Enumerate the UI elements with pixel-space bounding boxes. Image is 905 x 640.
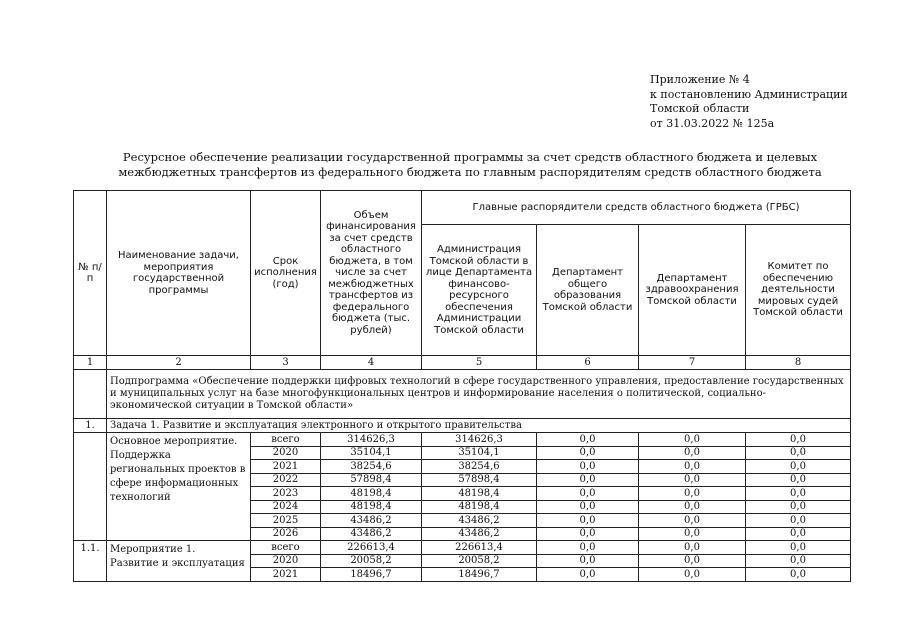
total-cell: 35104,1 xyxy=(321,446,422,460)
task-num: 1. xyxy=(74,419,107,433)
education-cell: 0,0 xyxy=(537,541,639,555)
year-cell: 2021 xyxy=(251,568,321,582)
year-cell: 2026 xyxy=(251,527,321,541)
block-main-activity xyxy=(74,433,851,541)
education-cell: 0,0 xyxy=(537,460,639,474)
column-number: 3 xyxy=(251,356,321,370)
title-line: Ресурсное обеспечение реализации государственной программы за счет средств областного бюджета и целевых xyxy=(122,150,818,164)
education-cell: 0,0 xyxy=(537,500,639,514)
title-line: межбюджетных трансфертов из федерального бюджета по главным распорядителям средств областного бюджета xyxy=(118,165,822,179)
header-grbs: Главные распорядители средств областного бюджета (ГРБС) xyxy=(422,191,851,225)
year-cell: всего xyxy=(251,433,321,447)
appendix-block xyxy=(650,73,850,131)
total-cell: 43486,2 xyxy=(321,527,422,541)
health-cell: 0,0 xyxy=(639,487,746,501)
year-cell: 2022 xyxy=(251,473,321,487)
task-row xyxy=(74,419,851,433)
admin-cell: 38254,6 xyxy=(422,460,537,474)
subprogram-row xyxy=(74,370,851,419)
education-cell: 0,0 xyxy=(537,446,639,460)
header-volume: Объем финансирования за счет средств областного бюджета, в том числе за счет межбюджетных трансфертов из федерального бюджета (тыс. рублей) xyxy=(321,191,422,356)
health-cell: 0,0 xyxy=(639,541,746,555)
header-committee: Комитет по обеспечению деятельности мировых судей Томской области xyxy=(746,225,851,356)
health-cell: 0,0 xyxy=(639,568,746,582)
table-row xyxy=(74,541,851,555)
header-name: Наименование задачи, мероприятия государственной программы xyxy=(107,191,251,356)
header-term: Срок исполнения (год) xyxy=(251,191,321,356)
admin-cell: 43486,2 xyxy=(422,514,537,528)
committee-cell: 0,0 xyxy=(746,473,851,487)
document-title xyxy=(100,150,840,180)
activity-name: Мероприятие 1. Развитие и эксплуатация xyxy=(107,541,251,582)
year-cell: 2020 xyxy=(251,446,321,460)
committee-cell: 0,0 xyxy=(746,460,851,474)
education-cell: 0,0 xyxy=(537,568,639,582)
admin-cell: 57898,4 xyxy=(422,473,537,487)
committee-cell: 0,0 xyxy=(746,554,851,568)
admin-cell: 226613,4 xyxy=(422,541,537,555)
health-cell: 0,0 xyxy=(639,527,746,541)
total-cell: 48198,4 xyxy=(321,487,422,501)
admin-cell: 43486,2 xyxy=(422,527,537,541)
appendix-line: от 31.03.2022 № 125а xyxy=(650,116,775,130)
column-number: 8 xyxy=(746,356,851,370)
committee-cell: 0,0 xyxy=(746,487,851,501)
total-cell: 314626,3 xyxy=(321,433,422,447)
total-cell: 38254,6 xyxy=(321,460,422,474)
appendix-line: Томской области xyxy=(650,102,750,115)
education-cell: 0,0 xyxy=(537,527,639,541)
health-cell: 0,0 xyxy=(639,433,746,447)
header-education: Департамент общего образования Томской области xyxy=(537,225,639,356)
committee-cell: 0,0 xyxy=(746,433,851,447)
committee-cell: 0,0 xyxy=(746,514,851,528)
activity-name: Основное мероприятие. Поддержка региональных проектов в сфере информационных технологий xyxy=(107,433,251,541)
committee-cell: 0,0 xyxy=(746,568,851,582)
appendix-line: Приложение № 4 xyxy=(650,73,750,86)
education-cell: 0,0 xyxy=(537,433,639,447)
header-health: Департамент здравоохранения Томской области xyxy=(639,225,746,356)
block-activity-1 xyxy=(74,541,851,582)
admin-cell: 35104,1 xyxy=(422,446,537,460)
admin-cell: 314626,3 xyxy=(422,433,537,447)
committee-cell: 0,0 xyxy=(746,446,851,460)
health-cell: 0,0 xyxy=(639,500,746,514)
column-number: 5 xyxy=(422,356,537,370)
column-numbers-row xyxy=(74,356,851,370)
education-cell: 0,0 xyxy=(537,473,639,487)
year-cell: всего xyxy=(251,541,321,555)
total-cell: 48198,4 xyxy=(321,500,422,514)
row-number: 1.1. xyxy=(74,541,107,582)
health-cell: 0,0 xyxy=(639,446,746,460)
column-number: 6 xyxy=(537,356,639,370)
committee-cell: 0,0 xyxy=(746,500,851,514)
task-text: Задача 1. Развитие и эксплуатация электронного и открытого правительства xyxy=(107,419,851,433)
committee-cell: 0,0 xyxy=(746,541,851,555)
total-cell: 43486,2 xyxy=(321,514,422,528)
column-number: 1 xyxy=(74,356,107,370)
year-cell: 2025 xyxy=(251,514,321,528)
admin-cell: 48198,4 xyxy=(422,487,537,501)
year-cell: 2023 xyxy=(251,487,321,501)
health-cell: 0,0 xyxy=(639,514,746,528)
health-cell: 0,0 xyxy=(639,460,746,474)
total-cell: 18496,7 xyxy=(321,568,422,582)
year-cell: 2021 xyxy=(251,460,321,474)
committee-cell: 0,0 xyxy=(746,527,851,541)
header-num: № п/п xyxy=(74,191,107,356)
row-number xyxy=(74,433,107,541)
total-cell: 57898,4 xyxy=(321,473,422,487)
resource-table xyxy=(73,190,851,582)
column-number: 2 xyxy=(107,356,251,370)
total-cell: 20058,2 xyxy=(321,554,422,568)
admin-cell: 20058,2 xyxy=(422,554,537,568)
year-cell: 2024 xyxy=(251,500,321,514)
admin-cell: 18496,7 xyxy=(422,568,537,582)
table-row xyxy=(74,433,851,447)
year-cell: 2020 xyxy=(251,554,321,568)
health-cell: 0,0 xyxy=(639,554,746,568)
appendix-line: к постановлению Администрации xyxy=(650,87,848,101)
column-number: 7 xyxy=(639,356,746,370)
header-admin: Администрация Томской области в лице Департамента финансово-ресурсного обеспечения Администрации Томской области xyxy=(422,225,537,356)
column-number: 4 xyxy=(321,356,422,370)
admin-cell: 48198,4 xyxy=(422,500,537,514)
subprogram-text: Подпрограмма «Обеспечение поддержки цифровых технологий в сфере государственного управления, предоставление государственных и муниципальных услуг на базе многофункциональных центров и информирование населения о политической, социально-экономической ситуации в Томской области» xyxy=(107,370,851,419)
education-cell: 0,0 xyxy=(537,554,639,568)
education-cell: 0,0 xyxy=(537,487,639,501)
education-cell: 0,0 xyxy=(537,514,639,528)
total-cell: 226613,4 xyxy=(321,541,422,555)
health-cell: 0,0 xyxy=(639,473,746,487)
